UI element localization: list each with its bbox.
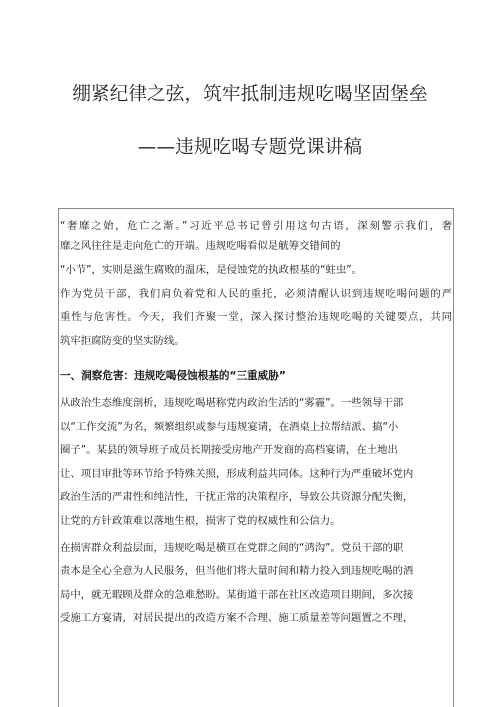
paragraph-line: 政治生活的严肃性和纯洁性，干扰正常的决策程序，导致公共资源分配失衡， <box>60 491 414 503</box>
paragraph-line: 局中，就无暇顾及群众的急难愁盼。某街道干部在社区改造项目期间，多次接 <box>60 589 414 601</box>
content-frame <box>58 208 454 707</box>
paragraph-line: 让党的方针政策难以落地生根，损害了党的权威性和公信力。 <box>60 515 341 527</box>
section-heading: 一、洞察危害：违规吃喝侵蚀根基的“三重威胁” <box>60 370 286 382</box>
intro-line: 重性与危害性。今天，我们齐聚一堂，深入探讨整治违规吃喝的关键要点，共同 <box>60 311 452 323</box>
paragraph-line: 在损害群众利益层面，违规吃喝是横亘在党群之间的“鸿沟”。党员干部的职 <box>60 542 404 554</box>
paragraph-line: 以“工作交流”为名，频繁组织或参与违规宴请，在酒桌上拉帮结派、搞“小 <box>60 421 399 433</box>
paragraph-line: 责本是全心全意为人民服务，但当他们将大量时间和精力投入到违规吃喝的酒 <box>60 565 414 577</box>
intro-line: 作为党员干部，我们肩负着党和人民的重托，必须清醒认识到违规吃喝问题的严 <box>60 288 452 300</box>
intro-line: “小节”，实则是滋生腐败的温床，是侵蚀党的执政根基的“蛀虫”。 <box>60 264 363 276</box>
intro-line: 筑牢拒腐防变的坚实防线。 <box>60 335 185 347</box>
intro-line: 靡之风往往是走向危亡的开端。违规吃喝看似是觥筹交错间的 <box>60 240 341 252</box>
document-title: 绷紧纪律之弦，筑牢抵制违规吃喝坚固堡垒 <box>72 84 428 105</box>
intro-line: “奢靡之始，危亡之渐。”习近平总书记曾引用这句古语，深刻警示我们，奢 <box>60 220 452 232</box>
paragraph-line: 圈子”。某县的领导班子成员长期接受房地产开发商的高档宴请，在土地出 <box>60 444 398 456</box>
paragraph-line: 受施工方宴请，对居民提出的改造方案不合理、施工质量差等问题置之不理， <box>60 612 414 624</box>
paragraph-line: 从政治生态维度剖析，违规吃喝堪称党内政治生活的“雾霾”。一些领导干部 <box>60 397 404 409</box>
paragraph-line: 让、项目审批等环节给予特殊关照，形成利益共同体。这种行为严重破坏党内 <box>60 468 414 480</box>
document-subtitle: ——违规吃喝专题党课讲稿 <box>137 137 363 158</box>
